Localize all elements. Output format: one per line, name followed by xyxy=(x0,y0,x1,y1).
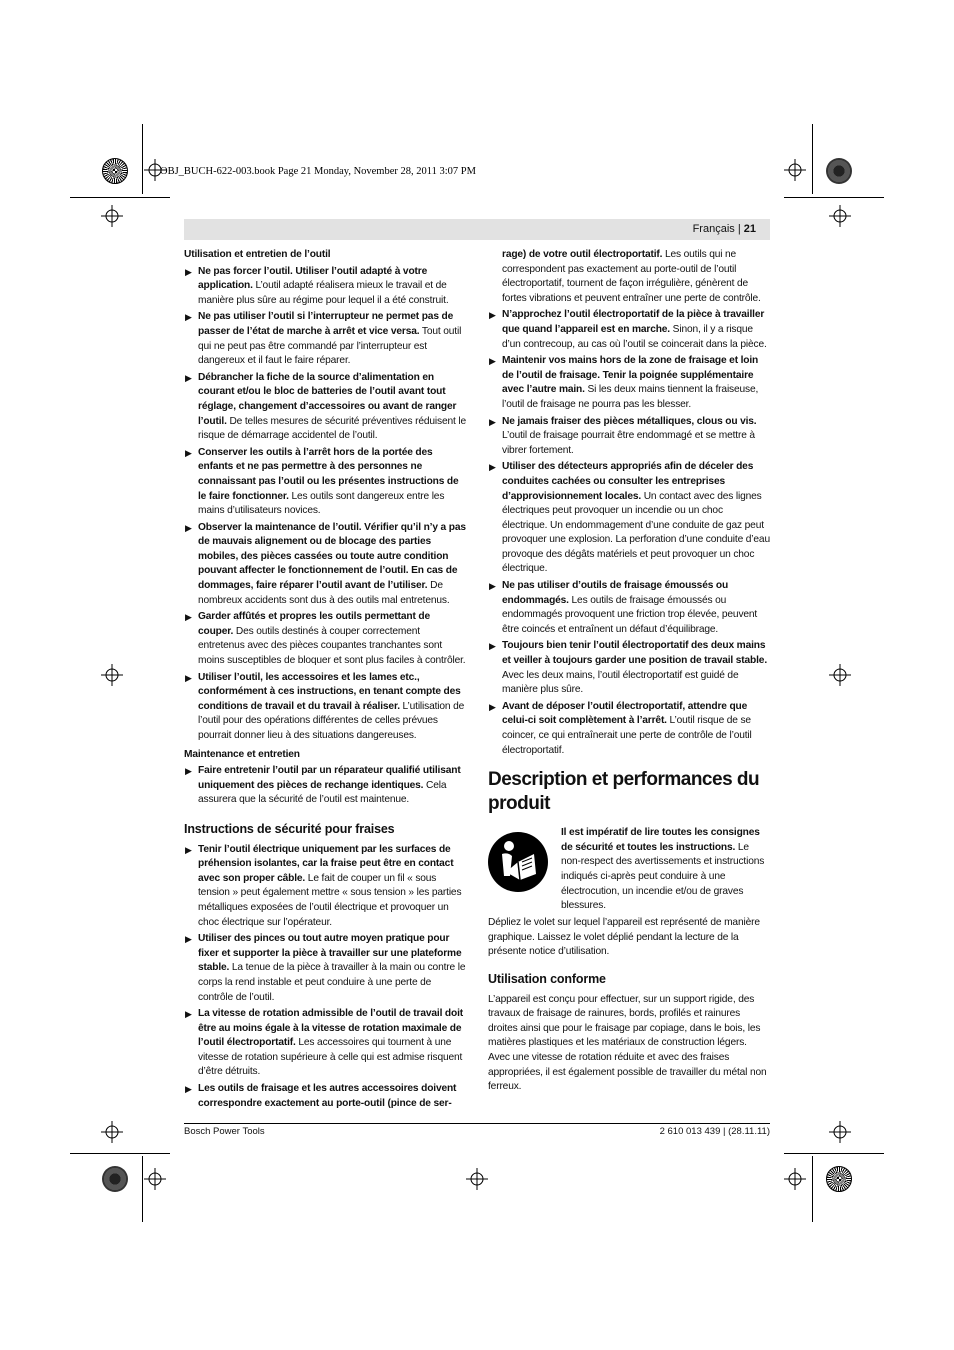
bullet-arrow-icon: ▶ xyxy=(185,1009,192,1020)
list-item: ▶ Les outils de fraisage et les autres accessoires doivent correspondre exactement au porte-outil (pince de ser- xyxy=(185,1083,457,1109)
bullet-list xyxy=(184,843,466,1112)
bullet-arrow-icon: ▶ xyxy=(185,1084,192,1095)
registration-rosette-icon xyxy=(102,1166,128,1192)
list-item: ▶ Garder affûtés et propres les outils permettant de couper. Des outils destinés à couper correctement entretenus avec des pièces coupantes tranchantes sont moins susceptibles de bloquer et sont plus faciles à contrôler. xyxy=(185,611,466,667)
subheading: Maintenance et entretien xyxy=(184,748,300,760)
list-item: ▶ Tenir l’outil électrique uniquement par les surfaces de préhension isolantes, car la fraise peut être en contact avec son proper câble. Le fait de couper un fil « sous tension » peut également mettre « sous tension » les parties métalliques exposées de l’outil électrique et provoquer un choc électrique sur l’opérateur. xyxy=(185,843,462,928)
bullet-arrow-icon: ▶ xyxy=(185,312,192,323)
registration-rosette-icon xyxy=(826,1166,852,1192)
registration-crosshair-icon xyxy=(784,1168,806,1190)
bullet-arrow-icon: ▶ xyxy=(185,934,192,945)
list-item-continuation: rage) de votre outil électroportatif. Les outils qui ne correspondent pas exactement au porte-outil de l’outil électroportatif, tournent de façon irrégulière, génèrent de fortes vibrations et peuvent entraîner une perte de contrôle. xyxy=(502,249,761,304)
bullet-arrow-icon: ▶ xyxy=(185,447,192,458)
bullet-arrow-icon: ▶ xyxy=(185,766,192,777)
paragraph: Dépliez le volet sur lequel l’appareil est représenté de manière graphique. Laissez le volet déplié pendant la lecture de la présente notice d’utilisation. xyxy=(488,917,760,958)
footer-doc-number: 2 610 013 439 | (28.11.11) xyxy=(659,1126,770,1137)
registration-crosshair-icon xyxy=(101,205,123,227)
bullet-arrow-icon: ▶ xyxy=(185,522,192,533)
list-item: ▶ Conserver les outils à l’arrêt hors de la portée des enfants et ne pas permettre à des personnes ne connaissant pas l’outil ou les présentes instructions de le faire fonctionner. Les outils sont dangereux entre les mains d’utilisateurs novices. xyxy=(185,446,459,517)
bullet-arrow-icon: ▶ xyxy=(489,416,496,427)
registration-crosshair-icon xyxy=(101,664,123,686)
registration-crosshair-icon xyxy=(101,1121,123,1143)
registration-rosette-icon xyxy=(826,158,852,184)
list-item: ▶ Utiliser l’outil, les accessoires et les lames etc., conformément à ces instructions, en tenant compte des conditions de travail et du travail à réaliser. L’utilisation de l’outil pour des opérations différentes de celles prévues pourrait donner lieu à des situations dangereuses. xyxy=(185,671,465,741)
bullet-arrow-icon: ▶ xyxy=(185,672,192,683)
section-heading: Utilisation conforme xyxy=(488,971,606,986)
bullet-arrow-icon: ▶ xyxy=(489,641,496,652)
print-slug: OBJ_BUCH-622-003.book Page 21 Monday, November 28, 2011 3:07 PM xyxy=(160,166,476,177)
registration-crosshair-icon xyxy=(829,1121,851,1143)
bullet-arrow-icon: ▶ xyxy=(489,581,496,592)
page-number: 21 xyxy=(743,223,756,235)
subheading: Utilisation et entretien de l’outil xyxy=(184,249,331,260)
footer-brand: Bosch Power Tools xyxy=(184,1126,265,1137)
list-item: ▶ Utiliser des pinces ou tout autre moyen pratique pour fixer et supporter la pièce à travailler sur une plateforme stable. La tenue de la pièce à travailler à la main ou contre le corps la rend instable et peut conduire à une perte de contrôle de l’outil. xyxy=(185,933,466,1003)
bullet-arrow-icon: ▶ xyxy=(489,701,496,712)
list-item: ▶ N’approchez l’outil électroportatif de la pièce à travailler que quand l’appareil est en marche. Sinon, il y a risque d’un contrecoup, au cas où l’outil se coincerait dans la pièce. xyxy=(489,309,767,350)
safety-warning: Il est impératif de lire toutes les consignes de sécurité et toutes les instructions. Le non-respect des avertissements et instructions indiqués ci-après peut conduire à une électrocution, un incendie et/ou de graves blessures. xyxy=(488,826,770,914)
header-language: Français xyxy=(692,223,735,235)
bullet-arrow-icon: ▶ xyxy=(185,266,192,277)
list-item: ▶ Faire entretenir l’outil par un réparateur qualifié utilisant uniquement des pièces de rechange identiques. Cela assurera que la sécurité de l’outil est maintenue. xyxy=(185,765,461,806)
section-heading: Instructions de sécurité pour fraises xyxy=(184,821,395,836)
header-separator: | xyxy=(737,223,741,235)
list-item: ▶ Maintenir vos mains hors de la zone de fraisage et loin de l’outil de fraisage. Tenir la poignée supplémentaire avec l’autre main. Si les deux mains tiennent la fraiseuse, l’outil de fraisage ne pourra pas les blesser. xyxy=(489,355,759,410)
section-title: Description et performances du produit xyxy=(488,769,760,815)
bullet-arrow-icon: ▶ xyxy=(185,372,192,383)
bullet-arrow-icon: ▶ xyxy=(489,356,496,367)
registration-crosshair-icon xyxy=(829,664,851,686)
registration-crosshair-icon xyxy=(784,159,806,181)
footer-rule xyxy=(184,1123,770,1124)
read-manual-icon xyxy=(488,832,548,892)
list-item: ▶ Ne pas utiliser d’outils de fraisage émoussés ou endommagés. Les outils de fraisage émoussés ou endommagés provoquent une friction trop élevée, peuvent être coincés et entraînent un défaut d’équilibrage. xyxy=(489,580,758,635)
bullet-arrow-icon: ▶ xyxy=(185,612,192,623)
right-column xyxy=(488,248,770,1101)
list-item: ▶ Observer la maintenance de l’outil. Vérifier qu’il n’y a pas de mauvais alignement ou de blocage des parties mobiles, des pièces cassées ou toute autre condition pouvant affecter le fonctionnement de l’outil. En cas de dommages, faire réparer l’outil avant de l’utiliser. De nombreux accidents sont dus à des outils mal entretenus. xyxy=(185,521,466,606)
list-item: ▶ Toujours bien tenir l’outil électroportatif des deux mains et veiller à toujours garder une position de travail stable. Avec les deux mains, l’outil électroportatif est guidé de manière plus sûre. xyxy=(489,640,768,696)
bullet-arrow-icon: ▶ xyxy=(489,310,496,321)
bullet-list xyxy=(184,764,466,808)
registration-rosette-icon xyxy=(102,158,128,184)
list-item: ▶ Utiliser des détecteurs appropriés afin de déceler des conduites cachées ou consulter les entreprises d’approvisionnement locales. Un contact avec des lignes électriques peut provoquer un incendie ou un choc électrique. Un endommagement d’une conduite de gaz peut provoquer une explosion. La perforation d’une conduite d’eau provoque des dégâts matériels et peut provoquer un choc électrique. xyxy=(489,461,770,575)
bullet-list xyxy=(488,308,770,758)
left-column xyxy=(184,248,466,1113)
bullet-arrow-icon: ▶ xyxy=(185,844,192,855)
list-item: ▶ Ne pas utiliser l’outil si l’interrupteur ne permet pas de passer de l’état de marche à arrêt et vice versa. Tout outil qui ne peut pas être commandé par l’interrupteur est dangereux et il faut le faire réparer. xyxy=(185,311,462,367)
list-item: ▶ Avant de déposer l’outil électroportatif, attendre que celui-ci soit complètement à l’arrêt. L’outil risque de se coincer, ce qui entraînerait une perte de contrôle de l’outil électroportatif. xyxy=(489,700,752,756)
bullet-arrow-icon: ▶ xyxy=(489,462,496,473)
registration-crosshair-icon xyxy=(466,1168,488,1190)
list-item: ▶ Ne jamais fraiser des pièces métalliques, clous ou vis. L’outil de fraisage pourrait être endommagé et se mettre à vibrer fortement. xyxy=(489,415,757,456)
bullet-list xyxy=(184,265,466,744)
registration-crosshair-icon xyxy=(829,205,851,227)
page-header xyxy=(184,219,770,240)
list-item: ▶ Ne pas forcer l’outil. Utiliser l’outil adapté à votre application. L’outil adapté réalisera mieux le travail et de manière plus sûre au régime pour lequel il a été construit. xyxy=(185,265,449,306)
registration-crosshair-icon xyxy=(144,1168,166,1190)
paragraph: L’appareil est conçu pour effectuer, sur un support rigide, des travaux de fraisage de rainures, bords, profilés et rainures droites ainsi que pour le fraisage par copiage, dans le bois, les matières plastiques et les matériaux de construction légers. Avec une vitesse de rotation réduite et avec des fraises appropriées, il est également possible de travailler du métal non ferreux. xyxy=(488,993,767,1093)
list-item: ▶ Débrancher la fiche de la source d’alimentation en courant et/ou le bloc de batteries de l’outil avant tout réglage, changement d’accessoires ou avant de ranger l’outil. De telles mesures de sécurité préventives réduisent le risque de démarrage accidentel de l’outil. xyxy=(185,371,466,442)
list-item: ▶ La vitesse de rotation admissible de l’outil de travail doit être au moins égale à la vitesse de rotation maximale de l’outil électroportatif. Les accessoires qui tournent à une vitesse de rotation supérieure à celle qui est admise risquent d’être détruits. xyxy=(185,1008,463,1078)
